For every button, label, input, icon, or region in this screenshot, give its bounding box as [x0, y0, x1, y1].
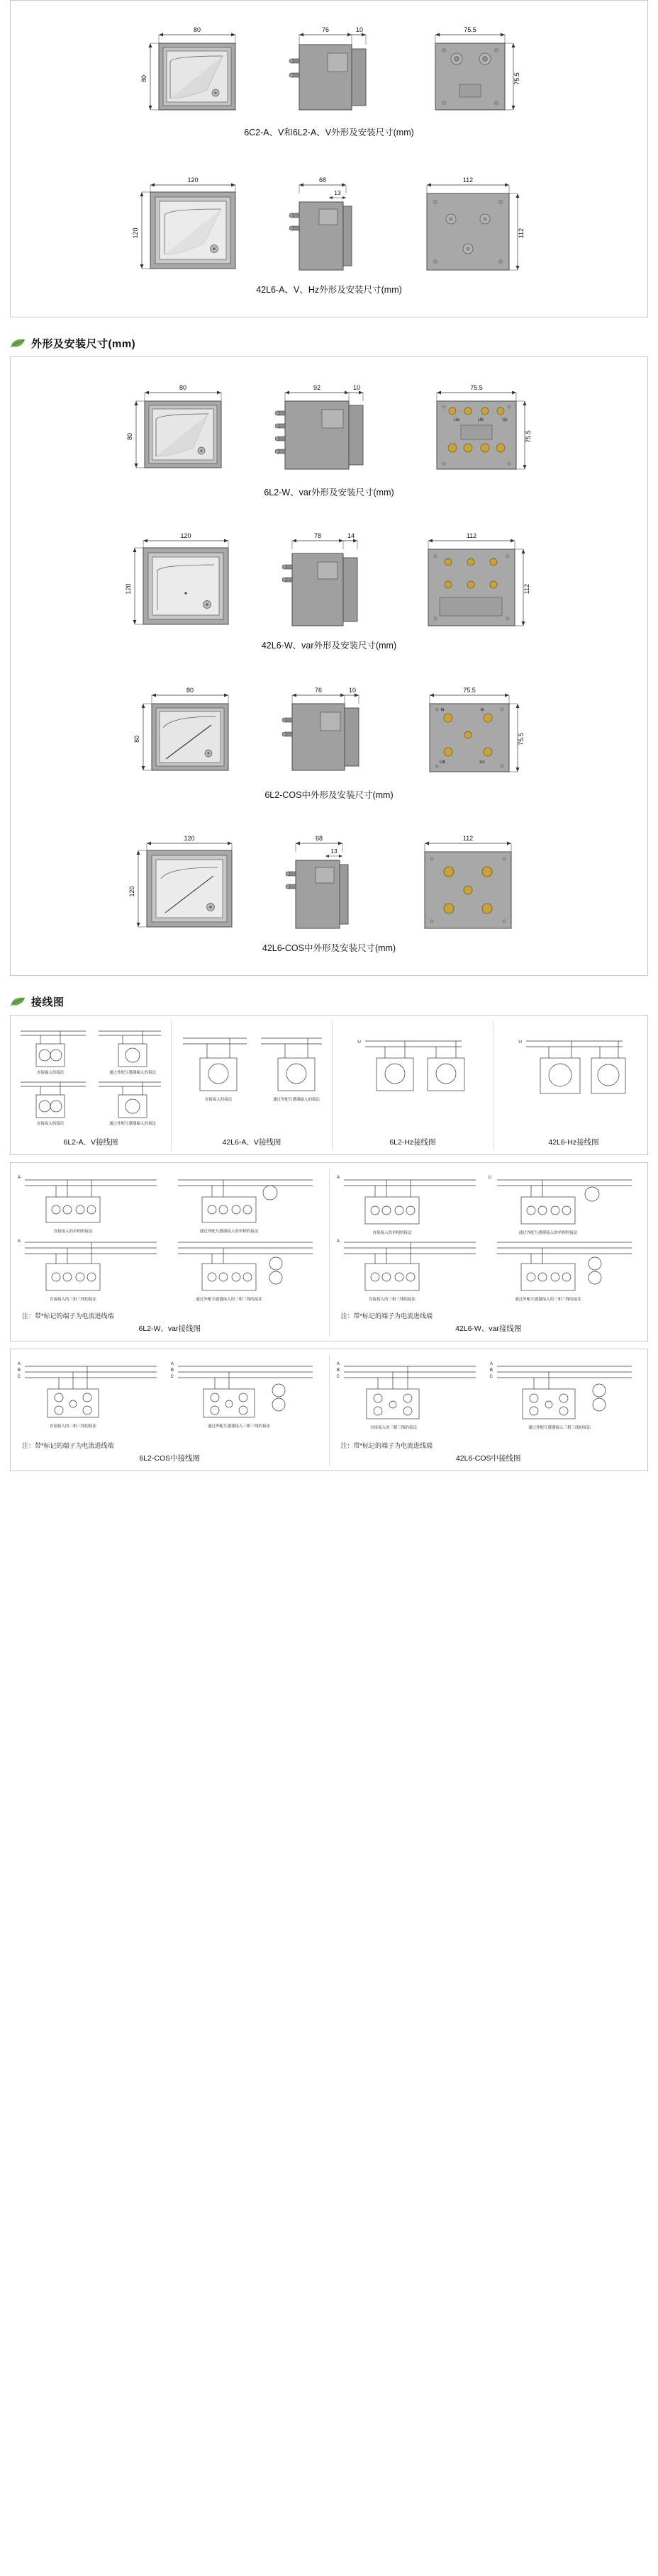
dim-back-width: 112: [466, 532, 477, 539]
caption-42l6-w: 42L6-W、var外形及安装尺寸(mm): [261, 641, 397, 651]
section-header-wiring: [10, 994, 658, 1009]
terminal-label-ub: Ub: [478, 418, 484, 422]
svg-text:A: A: [489, 1362, 493, 1366]
dim-side-depth: 14: [347, 532, 355, 539]
wiring-sublabel: 直接接入的单相的接法: [372, 1231, 412, 1235]
svg-text:C: C: [17, 1375, 21, 1379]
dim-back-height: 75.5: [518, 733, 525, 746]
dim-side-depth: 13: [330, 848, 338, 855]
wiring-cell-42l6-hz: [493, 1021, 654, 1150]
svg-text:A: A: [170, 1362, 174, 1366]
leaf-icon: [10, 339, 26, 349]
dim-front-height: 120: [128, 886, 135, 897]
dim-side-width: 92: [313, 384, 321, 391]
section-title: 接线图: [31, 996, 65, 1008]
svg-text:C: C: [489, 1375, 493, 1379]
dim-front-width: 120: [184, 835, 195, 842]
caption-6l2-cos: 6L2-COS中外形及安装尺寸(mm): [264, 790, 394, 800]
wiring-note: 注：带*标记的端子为电流进线端: [22, 1442, 114, 1449]
wiring-cell-42l6-cos: [329, 1355, 648, 1466]
wiring-caption: 42L6-W、var接线图: [455, 1324, 522, 1333]
caption-6l2-w: 6L2-W、var外形及安装尺寸(mm): [264, 488, 394, 497]
caption-42l6-cos: 42L6-COS中外形及安装尺寸(mm): [262, 943, 396, 953]
front-view-6l2-w: [122, 376, 242, 478]
wiring-sublabel: 直接接入的单相的接法: [53, 1230, 93, 1234]
dim-front-width: 120: [187, 176, 199, 184]
dim-side-width: 68: [315, 835, 323, 842]
terminal-label-ia2: Ia: [480, 708, 484, 712]
figure-group-6l2-w: [11, 366, 647, 478]
dim-back-width: 112: [462, 835, 474, 842]
figure-group-42l6-w: [11, 510, 647, 631]
svg-text:A: A: [17, 1176, 21, 1180]
svg-text:B: B: [336, 1368, 340, 1373]
dim-front-height: 80: [133, 735, 140, 743]
dim-side-width: 68: [318, 176, 327, 184]
dim-back-width: 75.5: [464, 26, 476, 33]
wiring-note: 注：带*标记的端子为电流进线端: [340, 1442, 433, 1449]
wiring-sublabel: 直接接入的三相三线的接法: [369, 1426, 417, 1430]
front-view-42l6-cos: [126, 828, 253, 934]
dim-front-height: 80: [126, 432, 133, 441]
terminal-label-ia1: Ia: [440, 708, 445, 712]
caption-42l6-avhz: 42L6-A、V、Hz外形及安装尺寸(mm): [256, 285, 402, 295]
wiring-sublabel: 通过外配互感器接入的三相三线的接法: [514, 1298, 581, 1302]
side-view-42l6-cos: [283, 828, 375, 934]
panel-dimensions-top: [10, 0, 648, 317]
wiring-sublabel: 通过外配互感器接入三相三线的接法: [528, 1426, 591, 1430]
back-view-42l6-cos: [405, 828, 532, 934]
svg-text:A: A: [17, 1362, 21, 1366]
figure-group-6l2-cos: [11, 663, 647, 781]
figure-group-42l6-cos: [11, 812, 647, 934]
wiring-panel-row1: [10, 1015, 648, 1155]
dim-back-width: 112: [462, 176, 474, 184]
terminal-label-uc: Uc: [479, 760, 485, 765]
svg-text:A: A: [336, 1239, 340, 1244]
wiring-note: 注：带*标记的端子为电流进线端: [340, 1312, 433, 1320]
wiring-cell-6l2-hz: [332, 1021, 493, 1150]
wiring-sublabel: 直接接入的接法: [36, 1122, 65, 1126]
side-view-42l6-avhz: [286, 169, 379, 276]
dim-back-height: 112: [523, 583, 530, 595]
side-view-42l6-w: [279, 525, 379, 631]
wiring-cell-6l2-cos: [11, 1355, 329, 1466]
dim-front-height: 120: [132, 227, 139, 239]
dim-back-height: 75.5: [525, 430, 532, 443]
svg-text:A: A: [17, 1239, 21, 1244]
wiring-note: 注：带*标记的端子为电流进线端: [22, 1312, 114, 1320]
svg-text:U: U: [488, 1176, 491, 1180]
wiring-sublabel: 通过外配互感器接入三相三线的接法: [207, 1424, 271, 1429]
wiring-sublabel: 通过外配互感器输入的接法: [108, 1071, 157, 1075]
section-header-dimensions: [10, 336, 658, 351]
wiring-sublabel: 直接接入的三相三线的接法: [49, 1424, 97, 1429]
dim-front-width: 80: [179, 384, 187, 391]
dim-side-depth: 13: [334, 189, 341, 196]
svg-text:C: C: [170, 1375, 174, 1379]
back-view-6l2-w: [416, 376, 536, 478]
leaf-icon: [10, 997, 26, 1007]
front-view-6l2-cos: [129, 678, 250, 781]
wiring-sublabel: 通过外配互感器输入的接法: [108, 1122, 157, 1126]
wiring-sublabel: U: [518, 1040, 522, 1045]
front-view-42l6-avhz: [129, 169, 257, 276]
side-view-6l2-cos: [279, 678, 379, 781]
wiring-sublabel: 直接接入的接法: [204, 1098, 233, 1102]
svg-text:B: B: [17, 1368, 21, 1373]
wiring-sublabel: 直接接入的三相三线的接法: [368, 1298, 416, 1302]
figure-group-42l6-avhz: [11, 150, 647, 276]
terminal-label-ub: Ub: [440, 760, 445, 765]
wiring-sublabel: 直接输入的接法: [36, 1071, 65, 1075]
dim-back-height: 112: [518, 227, 525, 239]
wiring-sublabel: 通过外配互感器接入的三相三线的接法: [196, 1298, 262, 1302]
svg-text:A: A: [336, 1362, 340, 1366]
dim-side-width: 78: [313, 532, 322, 539]
wiring-sublabel: 通过外配互感器接入的单相的接法: [518, 1231, 577, 1235]
dim-side-depth: 10: [352, 384, 361, 391]
back-view-42l6-w: [408, 525, 536, 631]
back-view-6c2: [416, 19, 522, 118]
wiring-caption: 6L2-COS中接线图: [139, 1454, 201, 1463]
svg-text:A: A: [336, 1176, 340, 1180]
wiring-sublabel: 通过外配互感器接入的单相的接法: [199, 1230, 259, 1234]
wiring-caption: 6L2-Hz接线图: [389, 1138, 436, 1147]
svg-text:B: B: [170, 1368, 174, 1373]
dim-back-width: 75.5: [463, 687, 476, 694]
wiring-caption: 6L2-A、V接线图: [63, 1138, 118, 1147]
wiring-cell-6l2-av: [11, 1021, 171, 1150]
wiring-panel-row3: [10, 1349, 648, 1471]
dim-back-height: 75.5: [513, 72, 520, 85]
section-title: 外形及安装尺寸(mm): [31, 338, 136, 350]
dim-side-width: 76: [314, 687, 323, 694]
back-view-6l2-cos: [408, 678, 529, 781]
wiring-sublabel: 直接接入的三相三线的接法: [49, 1298, 97, 1302]
dim-side-depth: 10: [348, 687, 357, 694]
front-view-42l6-w: [122, 525, 250, 631]
dim-front-height: 120: [125, 583, 132, 595]
terminal-label-ua: Ua: [454, 418, 459, 422]
wiring-sublabel: 通过外配互感器输入的接法: [272, 1098, 320, 1102]
panel-dimensions-power: [10, 356, 648, 976]
dim-side-depth: 10: [355, 26, 364, 33]
wiring-panel-row2: [10, 1162, 648, 1342]
wiring-caption: 6L2-W、var接线图: [138, 1324, 201, 1333]
dim-back-width: 75.5: [470, 384, 483, 391]
figure-group-6c2: [11, 9, 647, 118]
dim-front-width: 80: [186, 687, 194, 694]
wiring-cell-42l6-av: [171, 1021, 332, 1150]
terminal-label-uc: Uc: [502, 418, 508, 422]
wiring-cell-42l6-w: [329, 1169, 648, 1337]
wiring-caption: 42L6-COS中接线图: [455, 1454, 521, 1463]
svg-text:B: B: [489, 1368, 493, 1373]
svg-text:C: C: [336, 1375, 340, 1379]
wiring-cell-6l2-w: [11, 1169, 329, 1337]
side-view-6l2-w: [272, 376, 386, 478]
dim-front-height: 80: [140, 74, 147, 83]
wiring-sublabel: U: [357, 1040, 361, 1045]
side-view-6c2: [286, 19, 386, 118]
dim-front-width: 80: [193, 26, 201, 33]
dim-side-width: 76: [321, 26, 330, 33]
back-view-42l6-avhz: [408, 169, 529, 276]
dim-front-width: 120: [180, 532, 191, 539]
wiring-caption: 42L6-A、V接线图: [222, 1138, 281, 1147]
wiring-caption: 42L6-Hz接线图: [548, 1138, 599, 1147]
front-view-6c2: [136, 19, 257, 118]
caption-6c2: 6C2-A、V和6L2-A、V外形及安装尺寸(mm): [244, 128, 414, 137]
